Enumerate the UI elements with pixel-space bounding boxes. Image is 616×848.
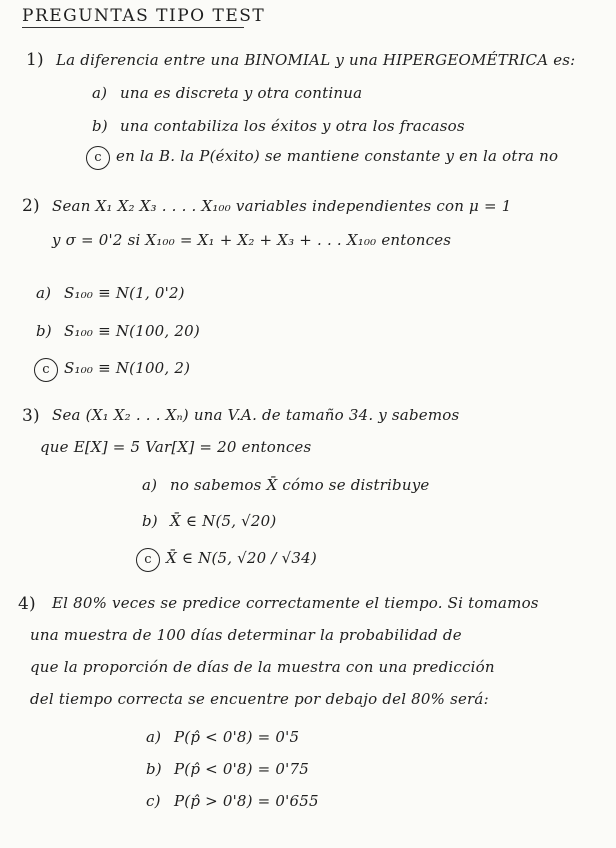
circled-answer-mark: c xyxy=(136,548,160,572)
option-letter: c) xyxy=(146,792,161,810)
question-3-option-b xyxy=(142,512,276,530)
question-1-option-b xyxy=(92,117,465,135)
question-4-line-3: que la proporción de días de la muestra con una predicción xyxy=(30,658,495,676)
page-title: PREGUNTAS TIPO TEST xyxy=(22,6,266,26)
option-text: una contabiliza los éxitos y otra los fracasos xyxy=(120,117,465,135)
question-1-option-c xyxy=(86,146,558,170)
question-4-line-4: del tiempo correcta se encuentre por debajo del 80% será: xyxy=(30,690,489,708)
option-text: X̄ ∈ N(5, √20) xyxy=(170,512,277,530)
question-1-option-a xyxy=(92,84,362,102)
question-1-text: La diferencia entre una BINOMIAL y una HIPERGEOMÉTRICA es: xyxy=(56,51,576,69)
question-4-option-b xyxy=(146,760,309,778)
option-text: X̄ ∈ N(5, √20 / √34) xyxy=(166,549,317,567)
question-3-option-a xyxy=(142,476,429,494)
option-text: en la B. la P(éxito) se mantiene constante y en la otra no xyxy=(116,147,559,165)
question-2-option-b xyxy=(36,322,200,340)
option-letter: a) xyxy=(92,84,108,102)
question-2-line-2: y σ = 0'2 si X₁₀₀ = X₁ + X₂ + X₃ + . . . X₁₀₀ entonces xyxy=(52,231,452,249)
question-3-line-2: que E[X] = 5 Var[X] = 20 entonces xyxy=(40,438,312,456)
question-4-number: 4) xyxy=(18,594,36,614)
question-4-line-1: El 80% veces se predice correctamente el tiempo. Si tomamos xyxy=(52,594,539,612)
question-3-number: 3) xyxy=(22,406,40,426)
question-3-line-1: Sea (X₁ X₂ . . . Xₙ) una V.A. de tamaño 34. y sabemos xyxy=(52,406,460,424)
option-letter: b) xyxy=(36,322,52,340)
question-2-number: 2) xyxy=(22,196,40,216)
option-letter: a) xyxy=(142,476,158,494)
circled-answer-mark: c xyxy=(86,146,110,170)
question-2-line-1: Sean X₁ X₂ X₃ . . . . X₁₀₀ variables independientes con μ = 1 xyxy=(52,197,512,215)
question-3-option-c xyxy=(136,548,317,572)
option-text: S₁₀₀ ≡ N(100, 20) xyxy=(64,322,200,340)
question-4-line-2: una muestra de 100 días determinar la probabilidad de xyxy=(30,626,462,644)
option-text: no sabemos X̄ cómo se distribuye xyxy=(170,476,430,494)
option-letter: b) xyxy=(142,512,158,530)
circled-answer-mark: c xyxy=(34,358,58,382)
option-letter: a) xyxy=(36,284,52,302)
option-letter: b) xyxy=(92,117,108,135)
question-2-option-c xyxy=(34,358,190,382)
option-text: S₁₀₀ ≡ N(1, 0'2) xyxy=(64,284,185,302)
option-text: S₁₀₀ ≡ N(100, 2) xyxy=(64,359,191,377)
option-text: P(p̂ < 0'8) = 0'75 xyxy=(174,760,309,778)
option-letter: b) xyxy=(146,760,162,778)
question-4-option-c xyxy=(146,792,319,810)
option-text: P(p̂ < 0'8) = 0'5 xyxy=(174,728,300,746)
question-1-number: 1) xyxy=(26,50,44,70)
option-text: P(p̂ > 0'8) = 0'655 xyxy=(174,792,319,810)
option-text: una es discreta y otra continua xyxy=(120,84,363,102)
title-underline xyxy=(22,27,244,28)
question-2-option-a xyxy=(36,284,185,302)
question-4-option-a xyxy=(146,728,299,746)
option-letter: a) xyxy=(146,728,162,746)
